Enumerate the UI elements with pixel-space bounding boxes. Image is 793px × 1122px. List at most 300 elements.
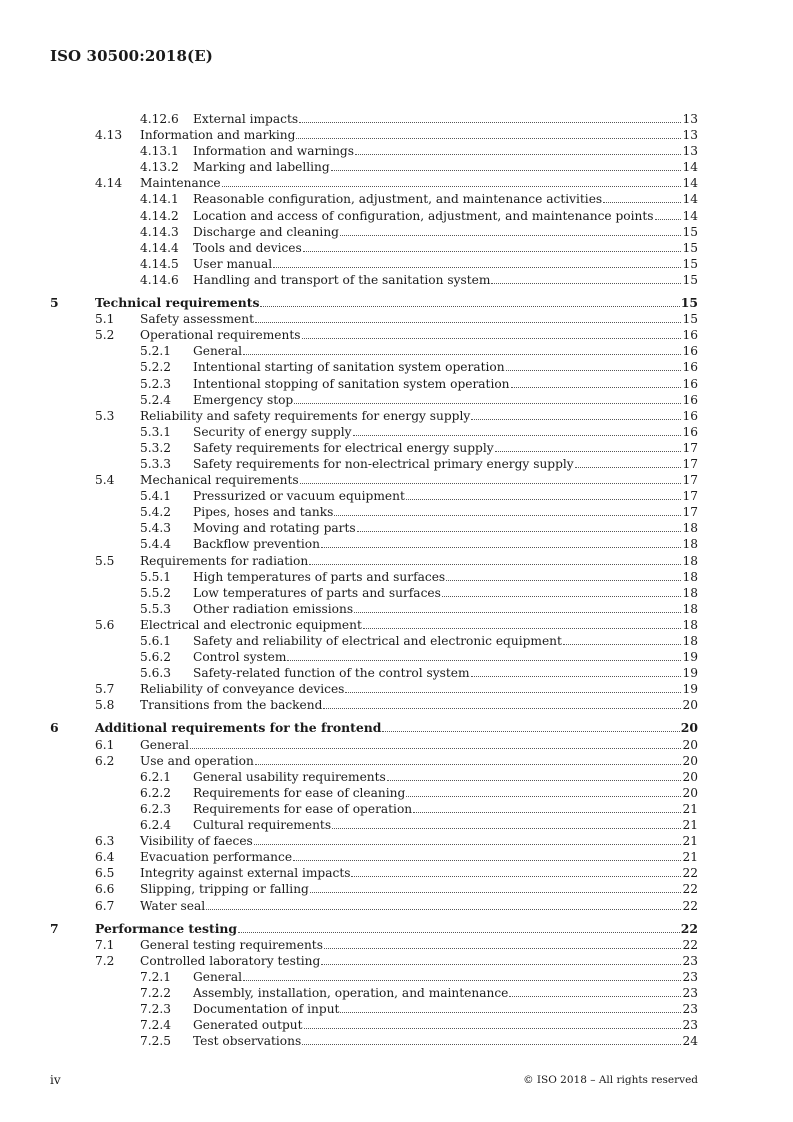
toc-entry-line: [140, 553, 698, 569]
dot-leader: [309, 553, 681, 565]
toc-entry-page: 16: [682, 408, 698, 423]
toc-entry[interactable]: [0, 649, 793, 665]
toc-entry-number: 5.4: [95, 473, 115, 488]
toc-entry-title: Slipping, tripping or falling: [140, 882, 309, 897]
toc-entry-line: [140, 472, 698, 488]
dot-leader: [323, 697, 681, 709]
toc-entry[interactable]: [0, 921, 793, 937]
toc-entry-page: 20: [682, 737, 698, 752]
toc-entry-line: [140, 175, 698, 191]
toc-entry[interactable]: [0, 865, 793, 881]
toc-entry-number: 6.2.2: [140, 785, 172, 800]
toc-entry[interactable]: [0, 159, 793, 175]
dot-leader: [293, 849, 681, 861]
toc-entry-number: 6.4: [95, 850, 115, 865]
toc-entry-number: 5.4.2: [140, 505, 172, 520]
dot-leader: [321, 953, 681, 965]
dot-leader: [303, 240, 682, 252]
toc-entry-page: 18: [682, 569, 698, 584]
dot-leader: [345, 681, 681, 693]
toc-entry-line: [193, 424, 698, 440]
toc-entry-line: [140, 311, 698, 327]
toc-entry-title: Operational requirements: [140, 328, 301, 343]
dot-leader: [302, 327, 682, 339]
toc-entry-page: 19: [682, 666, 698, 681]
toc-entry-number: 4.14.6: [140, 272, 179, 287]
toc-entry-title: Use and operation: [140, 753, 254, 768]
toc-entry-line: [140, 753, 698, 769]
toc-entry-title: Reasonable configuration, adjustment, and maintenance activities: [193, 192, 603, 207]
toc-entry[interactable]: [0, 665, 793, 681]
toc-entry-line: [140, 617, 698, 633]
toc-entry-number: 5.5: [95, 553, 115, 568]
toc-entry-number: 6: [50, 720, 59, 736]
toc-entry-line: [140, 697, 698, 713]
toc-entry-line: [95, 921, 698, 937]
toc-entry-line: [193, 585, 698, 601]
toc-entry-number: 5.6.2: [140, 650, 172, 665]
toc-entry-line: [193, 376, 698, 392]
toc-entry-title: Evacuation performance: [140, 850, 293, 865]
toc-entry[interactable]: [0, 881, 793, 897]
toc-entry-number: 4.14.2: [140, 208, 179, 223]
toc-entry-title: Safety and reliability of electrical and electronic equipment: [193, 634, 562, 648]
toc-entry-page: 13: [682, 128, 698, 143]
toc-entry-line: [193, 111, 698, 127]
toc-entry-line: [193, 208, 698, 224]
dot-leader: [299, 111, 681, 123]
toc-entry-title: Other radiation emissions: [193, 601, 354, 616]
toc-entry-page: 22: [680, 920, 698, 936]
toc-entry-page: 14: [682, 176, 698, 191]
toc-entry-title: Backflow prevention: [193, 537, 320, 552]
dot-leader: [511, 376, 682, 388]
toc-entry-number: 7.2.1: [140, 969, 172, 984]
dot-leader: [324, 937, 682, 949]
toc-entry-page: 21: [682, 850, 698, 865]
toc-entry-title: Low temperatures of parts and surfaces: [193, 585, 441, 600]
toc-entry[interactable]: [0, 585, 793, 601]
toc-entry-number: 4.13: [95, 128, 123, 143]
toc-entry-line: [193, 343, 698, 359]
toc-entry-page: 23: [682, 1002, 698, 1017]
toc-entry-page: 23: [682, 969, 698, 984]
footer-copyright: © ISO 2018 – All rights reserved: [523, 1074, 698, 1086]
toc-entry-title: General usability requirements: [193, 769, 386, 784]
toc-entry-number: 4.14.3: [140, 224, 179, 239]
toc-entry-page: 14: [682, 208, 698, 223]
dot-leader: [243, 969, 681, 981]
toc-entry-number: 4.14.1: [140, 192, 179, 207]
dot-leader: [471, 408, 681, 420]
toc-entry-page: 18: [682, 617, 698, 632]
dot-leader: [334, 504, 681, 516]
toc-entry-number: 5.6.3: [140, 666, 172, 681]
dot-leader: [406, 488, 682, 500]
toc-entry[interactable]: [0, 520, 793, 536]
toc-entry-title: Intentional stopping of sanitation system operation: [193, 376, 510, 391]
toc-entry-page: 17: [682, 440, 698, 455]
toc-entry-number: 5.3.2: [140, 440, 172, 455]
toc-entry-page: 14: [682, 160, 698, 175]
toc-entry[interactable]: [0, 208, 793, 224]
toc-entry-number: 4.14.4: [140, 240, 179, 255]
toc-entry[interactable]: [0, 617, 793, 633]
toc-entry-line: [193, 817, 698, 833]
toc-entry-title: General: [193, 344, 242, 359]
toc-entry-title: Emergency stop: [193, 392, 294, 407]
toc-entry-page: 15: [682, 240, 698, 255]
toc-entry-number: 5.6: [95, 617, 115, 632]
toc-entry-title: Location and access of configuration, adjustment, and maintenance points: [193, 208, 654, 223]
dot-leader: [287, 649, 681, 661]
toc-entry[interactable]: [0, 953, 793, 969]
toc-entry-line: [193, 569, 698, 585]
toc-entry-number: 5.3.3: [140, 456, 172, 471]
toc-entry-title: Safety requirements for electrical energy supply: [193, 440, 494, 455]
toc-entry-line: [140, 681, 698, 697]
toc-entry-page: 16: [682, 392, 698, 407]
toc-entry[interactable]: [0, 424, 793, 440]
toc-entry-number: 5.4.4: [140, 537, 172, 552]
toc-entry-line: [140, 898, 698, 914]
toc-entry-page: 18: [682, 634, 698, 648]
toc-entry-title: General: [193, 969, 242, 984]
toc-entry-page: 15: [682, 256, 698, 271]
toc-entry-title: Reliability of conveyance devices: [140, 682, 345, 697]
toc-entry[interactable]: [0, 256, 793, 272]
toc-entry-line: [193, 240, 698, 256]
toc-entry[interactable]: [0, 224, 793, 240]
dot-leader: [260, 295, 679, 307]
toc-entry-number: 6.2: [95, 753, 115, 768]
toc-entry[interactable]: [0, 737, 793, 753]
dot-leader: [655, 208, 682, 220]
toc-entry[interactable]: [0, 801, 793, 817]
toc-entry[interactable]: [0, 601, 793, 617]
dot-leader: [442, 585, 682, 597]
toc-entry[interactable]: [0, 898, 793, 914]
toc-entry-title: Visibility of faeces: [140, 834, 253, 849]
toc-entry[interactable]: [0, 343, 793, 359]
toc-entry-page: 18: [682, 601, 698, 616]
toc-entry[interactable]: [0, 143, 793, 159]
toc-entry-page: 17: [682, 489, 698, 504]
dot-leader: [238, 921, 680, 933]
toc-entry-title: Documentation of input: [193, 1002, 340, 1017]
dot-leader: [331, 159, 682, 171]
toc-entry-page: 15: [682, 224, 698, 239]
toc-entry-line: [193, 392, 698, 408]
toc-entry-page: 17: [682, 473, 698, 488]
dot-leader: [363, 617, 682, 629]
toc-entry-title: External impacts: [193, 112, 299, 126]
toc-entry-number: 5.4.3: [140, 521, 172, 536]
toc-entry[interactable]: [0, 272, 793, 288]
toc-entry-line: [193, 159, 698, 175]
toc-entry[interactable]: [0, 833, 793, 849]
toc-entry-title: Integrity against external impacts: [140, 866, 351, 881]
toc-entry-title: Performance testing: [95, 920, 238, 936]
toc-entry[interactable]: [0, 1033, 793, 1049]
toc-entry-title: Additional requirements for the frontend: [95, 720, 382, 736]
toc-entry-title: Requirements for ease of operation: [193, 801, 413, 816]
dot-leader: [351, 865, 681, 877]
toc-entry-number: 6.5: [95, 866, 115, 881]
toc-entry-page: 20: [682, 785, 698, 800]
dot-leader: [446, 569, 681, 581]
toc-entry-line: [95, 720, 698, 736]
toc-entry-number: 6.2.3: [140, 801, 172, 816]
dot-leader: [190, 737, 681, 749]
toc-entry-line: [193, 1001, 698, 1017]
toc-entry-page: 18: [682, 521, 698, 536]
toc-entry-number: 5.2: [95, 328, 115, 343]
toc-entry-line: [140, 408, 698, 424]
toc-entry-line: [193, 272, 698, 288]
toc-entry-line: [193, 601, 698, 617]
toc-entry-number: 5.2.4: [140, 392, 172, 407]
toc-entry-page: 18: [682, 585, 698, 600]
toc-entry-page: 19: [682, 650, 698, 665]
toc-entry-number: 7.1: [95, 937, 115, 952]
toc-entry-line: [140, 127, 698, 143]
toc-entry-line: [140, 833, 698, 849]
toc-entry-title: Water seal: [140, 898, 206, 913]
dot-leader: [495, 440, 682, 452]
toc-entry-page: 20: [682, 753, 698, 768]
toc-entry-number: 5.2.3: [140, 376, 172, 391]
dot-leader: [255, 311, 681, 323]
toc-entry-line: [193, 1033, 698, 1049]
toc-entry[interactable]: [0, 311, 793, 327]
toc-entry-line: [193, 488, 698, 504]
toc-entry-line: [193, 456, 698, 472]
toc-entry[interactable]: [0, 240, 793, 256]
toc-entry-title: Pipes, hoses and tanks: [193, 505, 334, 520]
toc-entry[interactable]: [0, 472, 793, 488]
toc-entry[interactable]: [0, 720, 793, 736]
toc-entry-title: Technical requirements: [95, 295, 260, 311]
toc-entry-page: 18: [682, 537, 698, 552]
toc-entry-title: Moving and rotating parts: [193, 521, 356, 536]
toc-entry-number: 4.12.6: [140, 112, 179, 126]
toc-entry-number: 5: [50, 295, 59, 311]
toc-entry-number: 6.1: [95, 737, 115, 752]
toc-entry-line: [193, 504, 698, 520]
toc-entry-title: Requirements for radiation: [140, 553, 309, 568]
toc-entry-page: 20: [682, 769, 698, 784]
toc-entry-number: 5.7: [95, 682, 115, 697]
toc-entry[interactable]: [0, 456, 793, 472]
dot-leader: [355, 143, 681, 155]
toc-entry[interactable]: [0, 408, 793, 424]
toc-entry-line: [193, 191, 698, 207]
toc-entry-number: 6.2.1: [140, 769, 172, 784]
toc-entry[interactable]: [0, 849, 793, 865]
toc-entry[interactable]: [0, 392, 793, 408]
toc-entry-page: 21: [682, 818, 698, 833]
toc-entry-page: 20: [680, 720, 698, 736]
toc-entry-line: [140, 327, 698, 343]
toc-entry-line: [193, 769, 698, 785]
toc-entry-title: Pressurized or vacuum equipment: [193, 489, 405, 504]
toc-entry[interactable]: [0, 633, 793, 649]
toc-entry-page: 17: [682, 505, 698, 520]
toc-entry-line: [140, 737, 698, 753]
toc-entry[interactable]: [0, 969, 793, 985]
toc-entry-title: Handling and transport of the sanitation system: [193, 272, 491, 287]
toc-entry-line: [140, 881, 698, 897]
toc-entry[interactable]: [0, 817, 793, 833]
toc-entry-page: 15: [680, 295, 698, 311]
dot-leader: [222, 175, 682, 187]
toc-entry[interactable]: [0, 697, 793, 713]
toc-entry-line: [193, 143, 698, 159]
dot-leader: [273, 256, 681, 268]
toc-entry-title: Information and warnings: [193, 144, 354, 159]
toc-entry-number: 5.1: [95, 312, 115, 327]
toc-entry[interactable]: [0, 753, 793, 769]
toc-entry[interactable]: [0, 488, 793, 504]
toc-entry-title: Marking and labelling: [193, 160, 330, 175]
toc-entry-page: 23: [682, 953, 698, 968]
toc-entry-title: Mechanical requirements: [140, 473, 299, 488]
toc-entry-line: [193, 665, 698, 681]
toc-entry-title: Intentional starting of sanitation system operation: [193, 360, 505, 375]
toc-entry-title: Test observations: [193, 1034, 302, 1049]
toc-entry-title: Control system: [193, 650, 287, 665]
dot-leader: [387, 769, 682, 781]
toc-entry-page: 15: [682, 272, 698, 287]
toc-entry-page: 13: [682, 112, 698, 126]
toc-entry[interactable]: [0, 536, 793, 552]
dot-leader: [340, 1001, 681, 1013]
toc-entry-line: [140, 937, 698, 953]
toc-entry[interactable]: [0, 295, 793, 311]
toc-entry[interactable]: [0, 191, 793, 207]
dot-leader: [321, 536, 682, 548]
toc-entry[interactable]: [0, 553, 793, 569]
toc-entry[interactable]: [0, 1001, 793, 1017]
toc-entry[interactable]: [0, 111, 793, 127]
toc-entry-line: [140, 953, 698, 969]
toc-entry-title: Transitions from the backend: [140, 698, 323, 713]
dot-leader: [509, 985, 681, 997]
toc-entry[interactable]: [0, 127, 793, 143]
toc-entry[interactable]: [0, 681, 793, 697]
toc-entry-title: Requirements for ease of cleaning: [193, 785, 406, 800]
dot-leader: [304, 1017, 682, 1029]
toc-entry[interactable]: [0, 440, 793, 456]
toc-entry-title: Assembly, installation, operation, and maintenance: [193, 985, 509, 1000]
toc-entry-line: [193, 1017, 698, 1033]
toc-entry[interactable]: [0, 1017, 793, 1033]
toc-entry-title: Tools and devices: [193, 240, 302, 255]
dot-leader: [354, 601, 681, 613]
dot-leader: [406, 785, 681, 797]
toc-entry-line: [193, 224, 698, 240]
toc-entry-title: Security of energy supply: [193, 424, 352, 439]
toc-entry[interactable]: [0, 769, 793, 785]
toc-entry-title: Generated output: [193, 1018, 303, 1033]
toc-entry-line: [95, 295, 698, 311]
dot-leader: [254, 833, 682, 845]
toc-entry-number: 4.14: [95, 176, 123, 191]
dot-leader: [382, 720, 679, 732]
toc-entry-number: 6.2.4: [140, 818, 172, 833]
toc-entry-title: Information and marking: [140, 128, 296, 143]
toc-entry-title: Controlled laboratory testing: [140, 953, 321, 968]
dot-leader: [310, 881, 682, 893]
toc-entry-number: 7.2.4: [140, 1018, 172, 1033]
dot-leader: [357, 520, 682, 532]
toc-entry[interactable]: [0, 376, 793, 392]
toc-entry-page: 22: [682, 937, 698, 952]
dot-leader: [302, 1033, 681, 1045]
toc-entry-page: 23: [682, 1018, 698, 1033]
toc-entry-page: 23: [682, 985, 698, 1000]
toc-entry-number: 4.14.5: [140, 256, 179, 271]
dot-leader: [243, 343, 681, 355]
toc-entry-number: 5.2.2: [140, 360, 172, 375]
toc-entry-number: 5.3: [95, 408, 115, 423]
toc-entry[interactable]: [0, 785, 793, 801]
toc-entry-title: Safety assessment: [140, 312, 255, 327]
toc-entry[interactable]: [0, 175, 793, 191]
toc-entry[interactable]: [0, 504, 793, 520]
toc-entry[interactable]: [0, 985, 793, 1001]
toc-entry-page: 16: [682, 376, 698, 391]
toc-entry-number: 7: [50, 920, 59, 936]
toc-entry-title: High temperatures of parts and surfaces: [193, 569, 446, 584]
dot-leader: [206, 898, 681, 910]
toc-entry[interactable]: [0, 937, 793, 953]
toc-entry-number: 5.5.1: [140, 569, 172, 584]
toc-entry-number: 7.2.5: [140, 1034, 172, 1049]
toc-entry-title: Discharge and cleaning: [193, 224, 339, 239]
toc-entry[interactable]: [0, 327, 793, 343]
dot-leader: [603, 191, 681, 203]
toc-entry-page: 21: [682, 834, 698, 849]
table-of-contents: [0, 111, 793, 1049]
toc-entry-title: General: [140, 737, 189, 752]
toc-entry-title: Cultural requirements: [193, 818, 332, 833]
toc-entry-line: [193, 649, 698, 665]
toc-entry[interactable]: [0, 359, 793, 375]
footer-page-number: iv: [50, 1073, 61, 1087]
toc-entry-page: 22: [682, 898, 698, 913]
toc-entry-number: 5.3.1: [140, 424, 172, 439]
dot-leader: [353, 424, 682, 436]
toc-entry-line: [193, 256, 698, 272]
toc-entry-number: 5.5.3: [140, 601, 172, 616]
toc-entry-number: 6.6: [95, 882, 115, 897]
toc-entry-number: 6.7: [95, 898, 115, 913]
dot-leader: [294, 392, 681, 404]
toc-entry-number: 5.5.2: [140, 585, 172, 600]
toc-entry-line: [140, 849, 698, 865]
toc-entry-page: 13: [682, 144, 698, 159]
toc-entry[interactable]: [0, 569, 793, 585]
toc-entry-number: 7.2.3: [140, 1002, 172, 1017]
toc-entry-line: [193, 969, 698, 985]
toc-entry-line: [193, 801, 698, 817]
dot-leader: [300, 472, 682, 484]
dot-leader: [471, 665, 682, 677]
toc-entry-number: 5.8: [95, 698, 115, 713]
toc-entry-page: 19: [682, 682, 698, 697]
